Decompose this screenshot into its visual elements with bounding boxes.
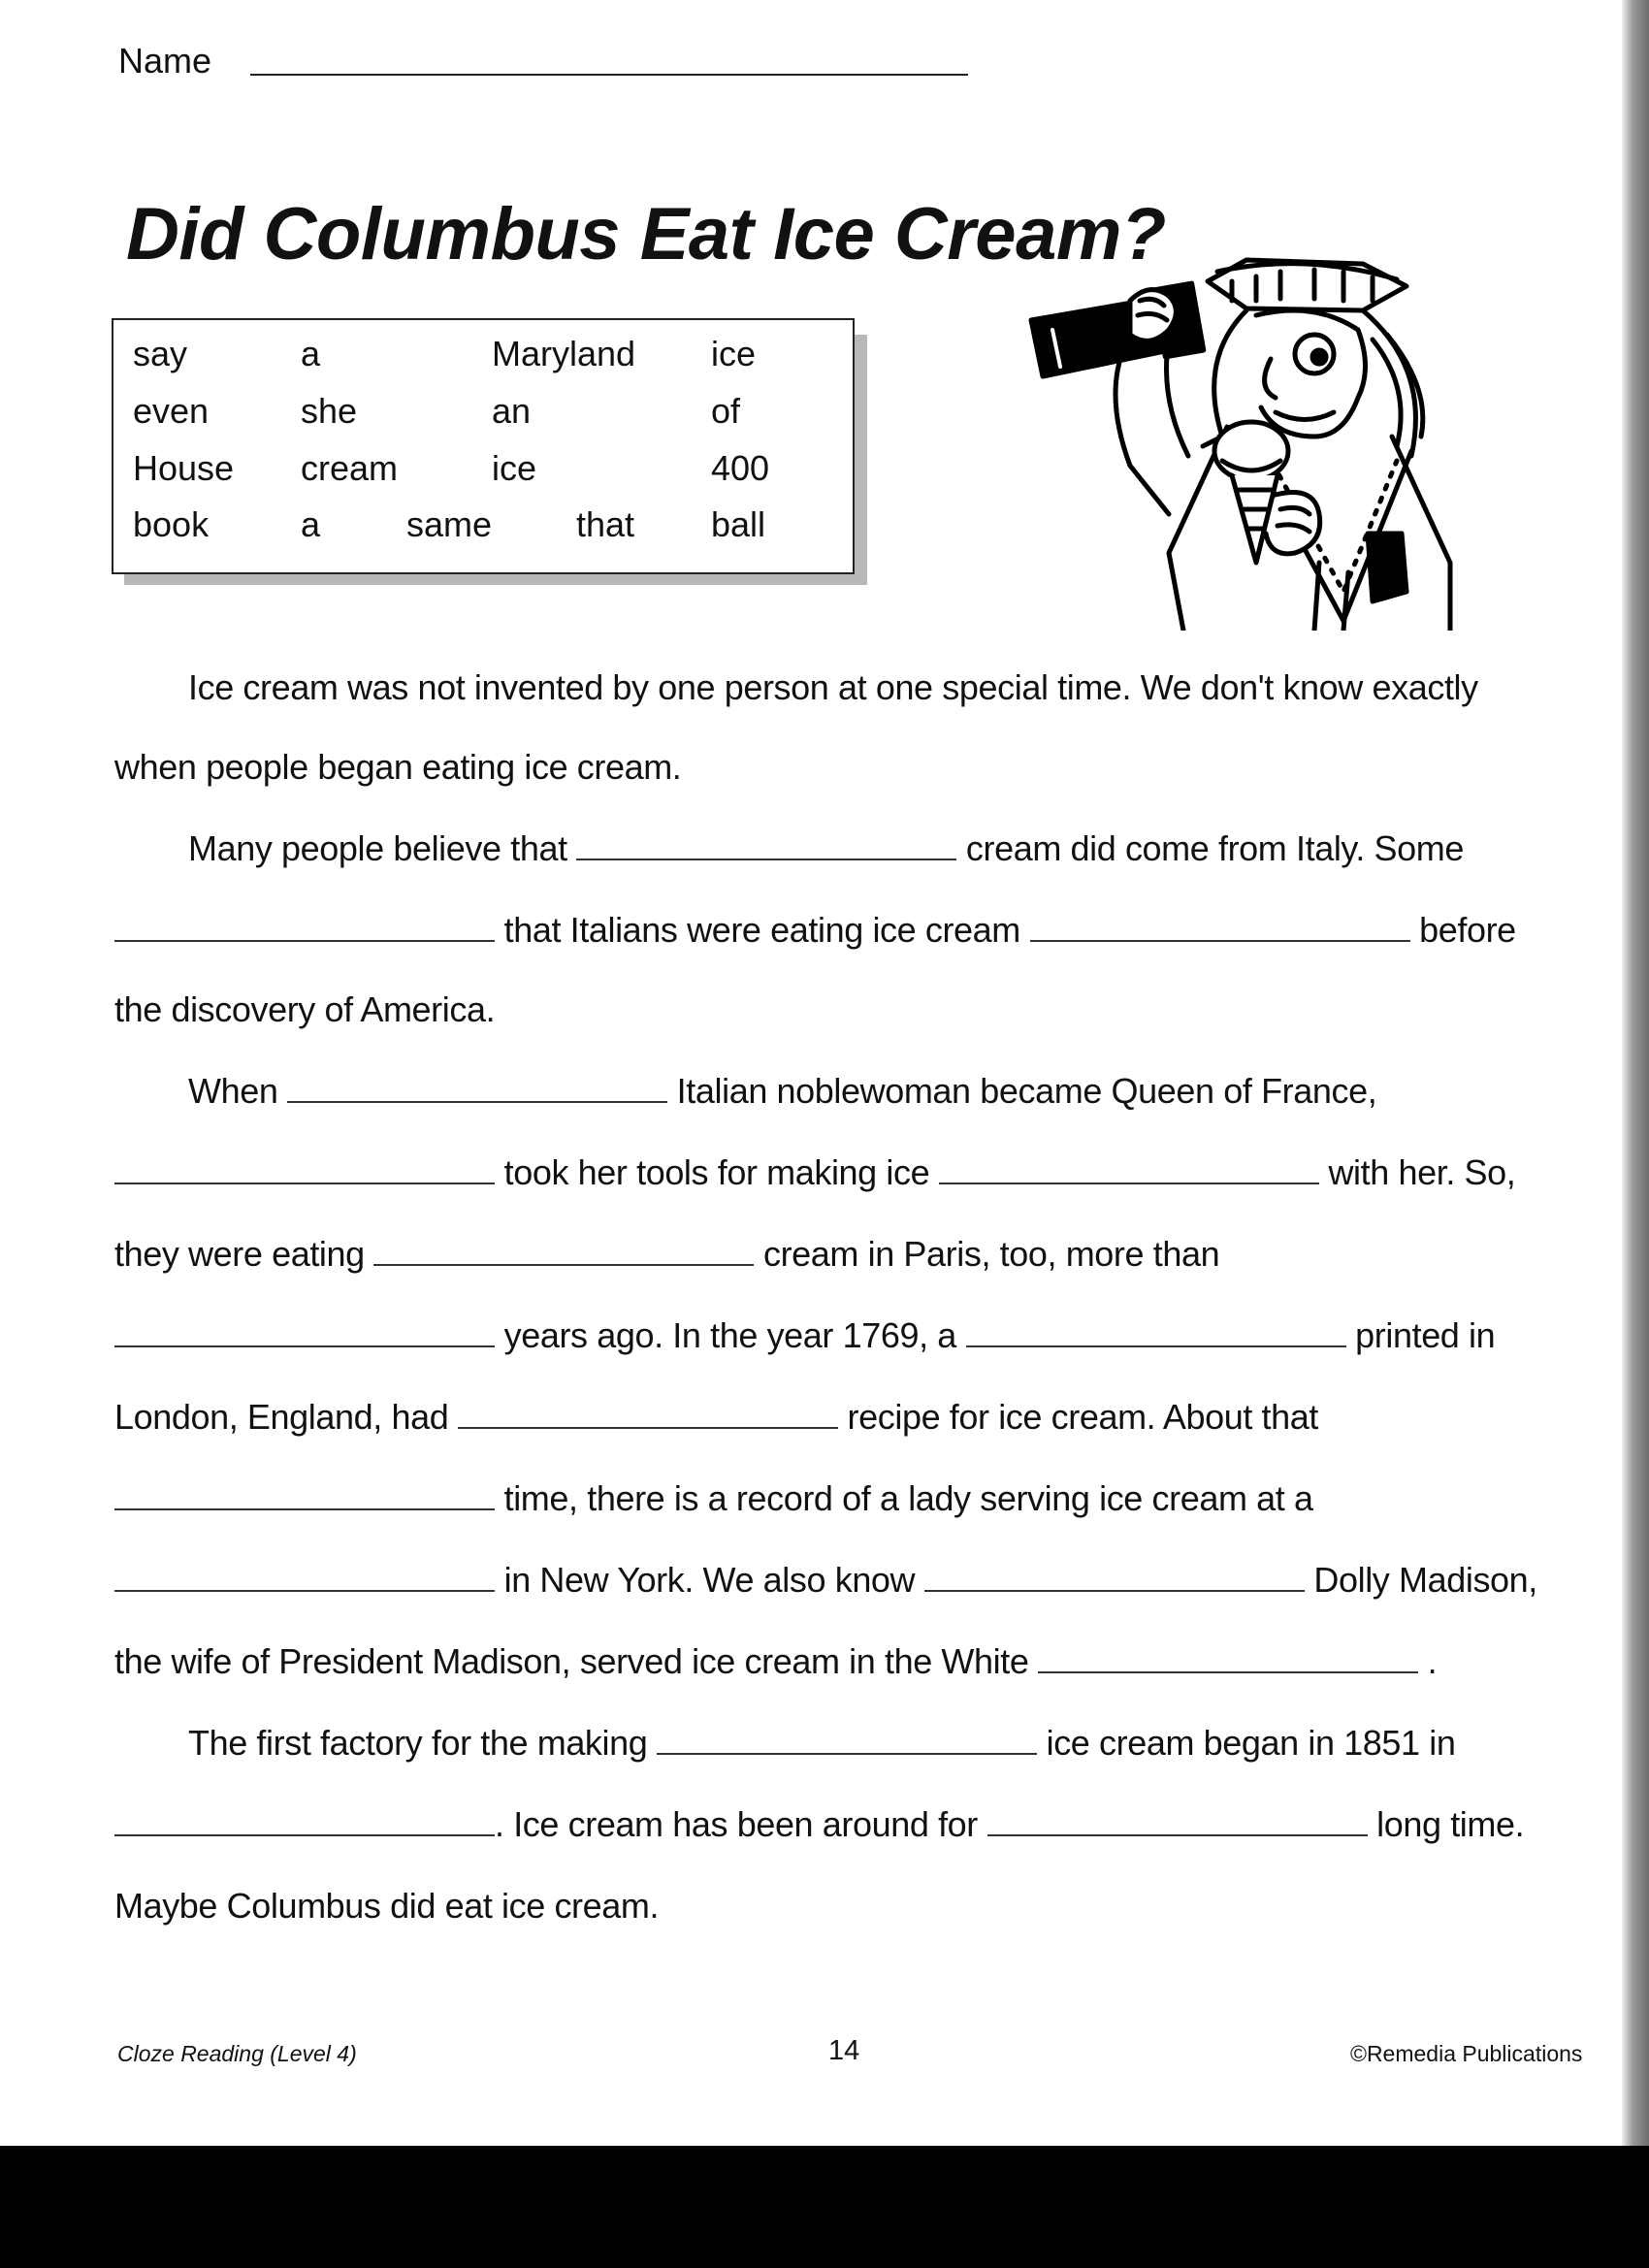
story-text: . (1427, 1641, 1438, 1681)
story-line (188, 828, 1464, 869)
story-line (114, 1152, 1515, 1193)
story-text: cream did come from Italy. Some (965, 828, 1464, 868)
story-text: long time. (1376, 1804, 1525, 1844)
word-box-word: 400 (711, 448, 770, 488)
name-field-line[interactable] (250, 74, 968, 76)
story-text: time, there is a record of a lady serving ice cream at a (503, 1478, 1313, 1518)
story-text: Italian noblewoman became Queen of France, (676, 1071, 1377, 1111)
cloze-blank[interactable] (939, 1182, 1319, 1184)
story-text: The first factory for the making (188, 1723, 648, 1763)
word-box-word: book (133, 504, 210, 544)
word-box-word: say (133, 334, 188, 373)
cloze-blank[interactable] (987, 1833, 1368, 1836)
page-title: Did Columbus Eat Ice Cream? (126, 193, 1166, 275)
story-text: London, England, had (114, 1397, 449, 1437)
cloze-blank[interactable] (966, 1345, 1346, 1347)
story-text: recipe for ice cream. About that (847, 1397, 1318, 1437)
word-box-word: ice (711, 334, 757, 373)
story-line (114, 1315, 1495, 1356)
story-text: cream in Paris, too, more than (762, 1234, 1220, 1274)
name-label: Name (118, 41, 212, 81)
scan-bottom-bar (0, 2146, 1649, 2268)
cloze-blank[interactable] (1030, 939, 1410, 942)
story-line (114, 1234, 1219, 1275)
story-line (188, 1723, 1456, 1764)
word-box-word: ice (492, 448, 537, 488)
story-line (114, 1478, 1313, 1519)
story-line (114, 1560, 1537, 1601)
scan-edge-shadow (1622, 0, 1649, 2154)
word-box-word: she (301, 391, 358, 431)
story-line (188, 1071, 1376, 1112)
word-box-word: Maryland (492, 334, 636, 373)
word-box-word: an (492, 391, 532, 431)
story-text: they were eating (114, 1234, 365, 1274)
story-line (114, 1397, 1318, 1438)
word-box-word: of (711, 391, 741, 431)
story-line: when people began eating ice cream. (114, 747, 682, 787)
word-box-word: that (576, 504, 635, 544)
story-line: Ice cream was not invented by one person at one special time. We don't know exactly (188, 667, 1478, 707)
story-text: years ago. In the year 1769, a (503, 1315, 956, 1355)
story-line (114, 1641, 1437, 1682)
cloze-blank[interactable] (1038, 1670, 1418, 1673)
footer-book-title: Cloze Reading (Level 4) (117, 2041, 357, 2066)
cloze-blank[interactable] (114, 1182, 495, 1184)
word-box-word: a (301, 504, 321, 544)
story-text: the wife of President Madison, served ice cream in the White (114, 1641, 1029, 1681)
cloze-blank[interactable] (114, 1833, 495, 1836)
cloze-blank[interactable] (114, 1589, 495, 1592)
cloze-blank[interactable] (114, 1507, 495, 1510)
story-text: When (188, 1071, 278, 1111)
cloze-blank[interactable] (287, 1100, 667, 1103)
story-text: ice cream began in 1851 in (1046, 1723, 1456, 1763)
cloze-blank[interactable] (657, 1752, 1037, 1755)
story-text: Dolly Madison, (1313, 1560, 1537, 1600)
cloze-blank[interactable] (924, 1589, 1305, 1592)
story-text: in New York. We also know (503, 1560, 916, 1600)
story-line: the discovery of America. (114, 989, 496, 1029)
cloze-blank[interactable] (114, 939, 495, 942)
story-line (114, 910, 1516, 951)
cloze-blank[interactable] (458, 1426, 838, 1429)
cloze-blank[interactable] (114, 1345, 495, 1347)
word-box-word: ball (711, 504, 766, 544)
word-box-word: cream (301, 448, 399, 488)
story-text: Many people believe that (188, 828, 567, 868)
story-text: . Ice cream has been around for (495, 1804, 978, 1844)
story-text: that Italians were eating ice cream (503, 910, 1020, 950)
word-box-word: even (133, 391, 210, 431)
word-box-word: House (133, 448, 235, 488)
story-text: before (1419, 910, 1516, 950)
story-text: took her tools for making ice (503, 1152, 930, 1192)
cloze-blank[interactable] (373, 1263, 754, 1266)
columbus-telescope-ice-cream-illustration (1023, 243, 1474, 631)
story-text: printed in (1355, 1315, 1496, 1355)
story-text: with her. So, (1328, 1152, 1516, 1192)
page-number: 14 (828, 2035, 860, 2066)
word-box (112, 318, 855, 574)
word-box-word: same (406, 504, 493, 544)
story-line (114, 1804, 1524, 1845)
story-line: Maybe Columbus did eat ice cream. (114, 1886, 660, 1926)
footer-publisher: ©Remedia Publications (1350, 2041, 1583, 2066)
word-box-word: a (301, 334, 321, 373)
cloze-blank[interactable] (576, 858, 956, 860)
